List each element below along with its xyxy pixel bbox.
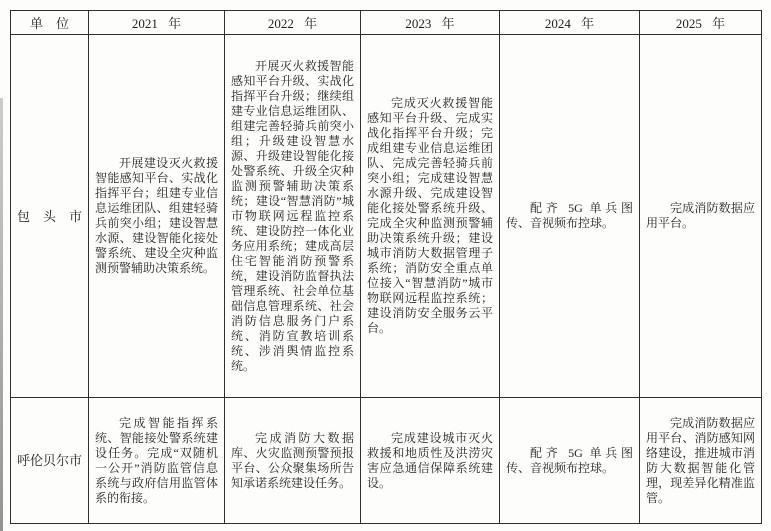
plan-cell-hulunbuir-2023 [361,398,500,524]
yearly-plan-table [10,10,762,524]
plan-text: 完成建设城市灭火救援和地质性及洪涝灾害应急通信保障系统建设。 [367,430,493,490]
plan-cell-hulunbuir-2021 [89,398,225,524]
year-column-header-2024: 2024 年 [500,11,640,35]
table-row-baotou [11,35,762,398]
plan-cell-baotou-2024 [500,35,640,398]
plan-text: 配齐 5G 单兵图传、音视频布控球。 [506,201,633,230]
table-row-hulunbuir [11,398,762,524]
year-column-header-2021: 2021 年 [89,11,225,35]
plan-text: 开展建设灭火救援智能感知平台、实战化指挥平台；组建专业信息运维团队、组建轻骑兵前突小组；建设智慧水源、建设智能化接处警系统、建设全灾种监测预警辅助决策系统。 [95,156,218,275]
plan-text: 完成消防数据应用平台、消防感知网络建设，推进城市消防大数据智能化管理，现差异化精准监管。 [646,415,755,505]
plan-text: 完成消防数据应用平台。 [646,201,755,230]
plan-cell-hulunbuir-2022 [225,398,361,524]
plan-cell-baotou-2023 [361,35,500,398]
year-column-header-2025: 2025 年 [640,11,762,35]
plan-text: 完成消防大数据库、火灾监测预警预报平台、公众聚集场所告知承诺系统建设任务。 [231,430,354,490]
table-header-row [11,11,762,35]
plan-text: 开展灭火救援智能感知平台升级、实战化指挥平台升级；继续组建专业信息运维团队、组建完善轻骑兵前突小组；升级建设智慧水源、升级建设智能化接处警系统、升级全灾种监测预警辅助决策系统；建设“智慧消防”城市物联网远程监控系统、建设防控一体化业务应用系统；建成高层住宅智能消防预警系统，建设消防监督执法管理系统、社会单位基础信息管理系统、社会消防信息服务门户系统、消防宣教培训系统、涉消舆情监控系统。 [231,58,354,373]
plan-cell-baotou-2025 [640,35,762,398]
plan-text: 完成灭火救援智能感知平台升级、完成实战化指挥平台升级；完成组建专业信息运维团队、完成完善轻骑兵前突小组；完成建设智慧水源升级、完成建设智能化接处警系统升级、完成全灾种监测预警辅助决策系统升级；建设城市消防大数据管理子系统；消防安全重点单位接入“智慧消防”城市物联网远程监控系统；建设消防安全服务云平台。 [367,96,493,335]
scan-edge-artifact [0,98,3,531]
plan-cell-baotou-2022 [225,35,361,398]
plan-cell-hulunbuir-2024 [500,398,640,524]
unit-cell-hulunbuir: 呼伦贝尔市 [11,398,89,524]
unit-column-header: 单 位 [11,11,89,35]
plan-cell-baotou-2021 [89,35,225,398]
year-column-header-2022: 2022 年 [225,11,361,35]
unit-cell-baotou: 包 头 市 [11,35,89,398]
plan-cell-hulunbuir-2025 [640,398,762,524]
plan-text: 配齐 5G 单兵图传、音视频布控球。 [506,445,633,475]
plan-text: 完成智能指挥系统、智能接处警系统建设任务。完成“双随机一公开”消防监管信息系统与政府信用监管体系的衔接。 [95,415,218,505]
year-column-header-2023: 2023 年 [361,11,500,35]
